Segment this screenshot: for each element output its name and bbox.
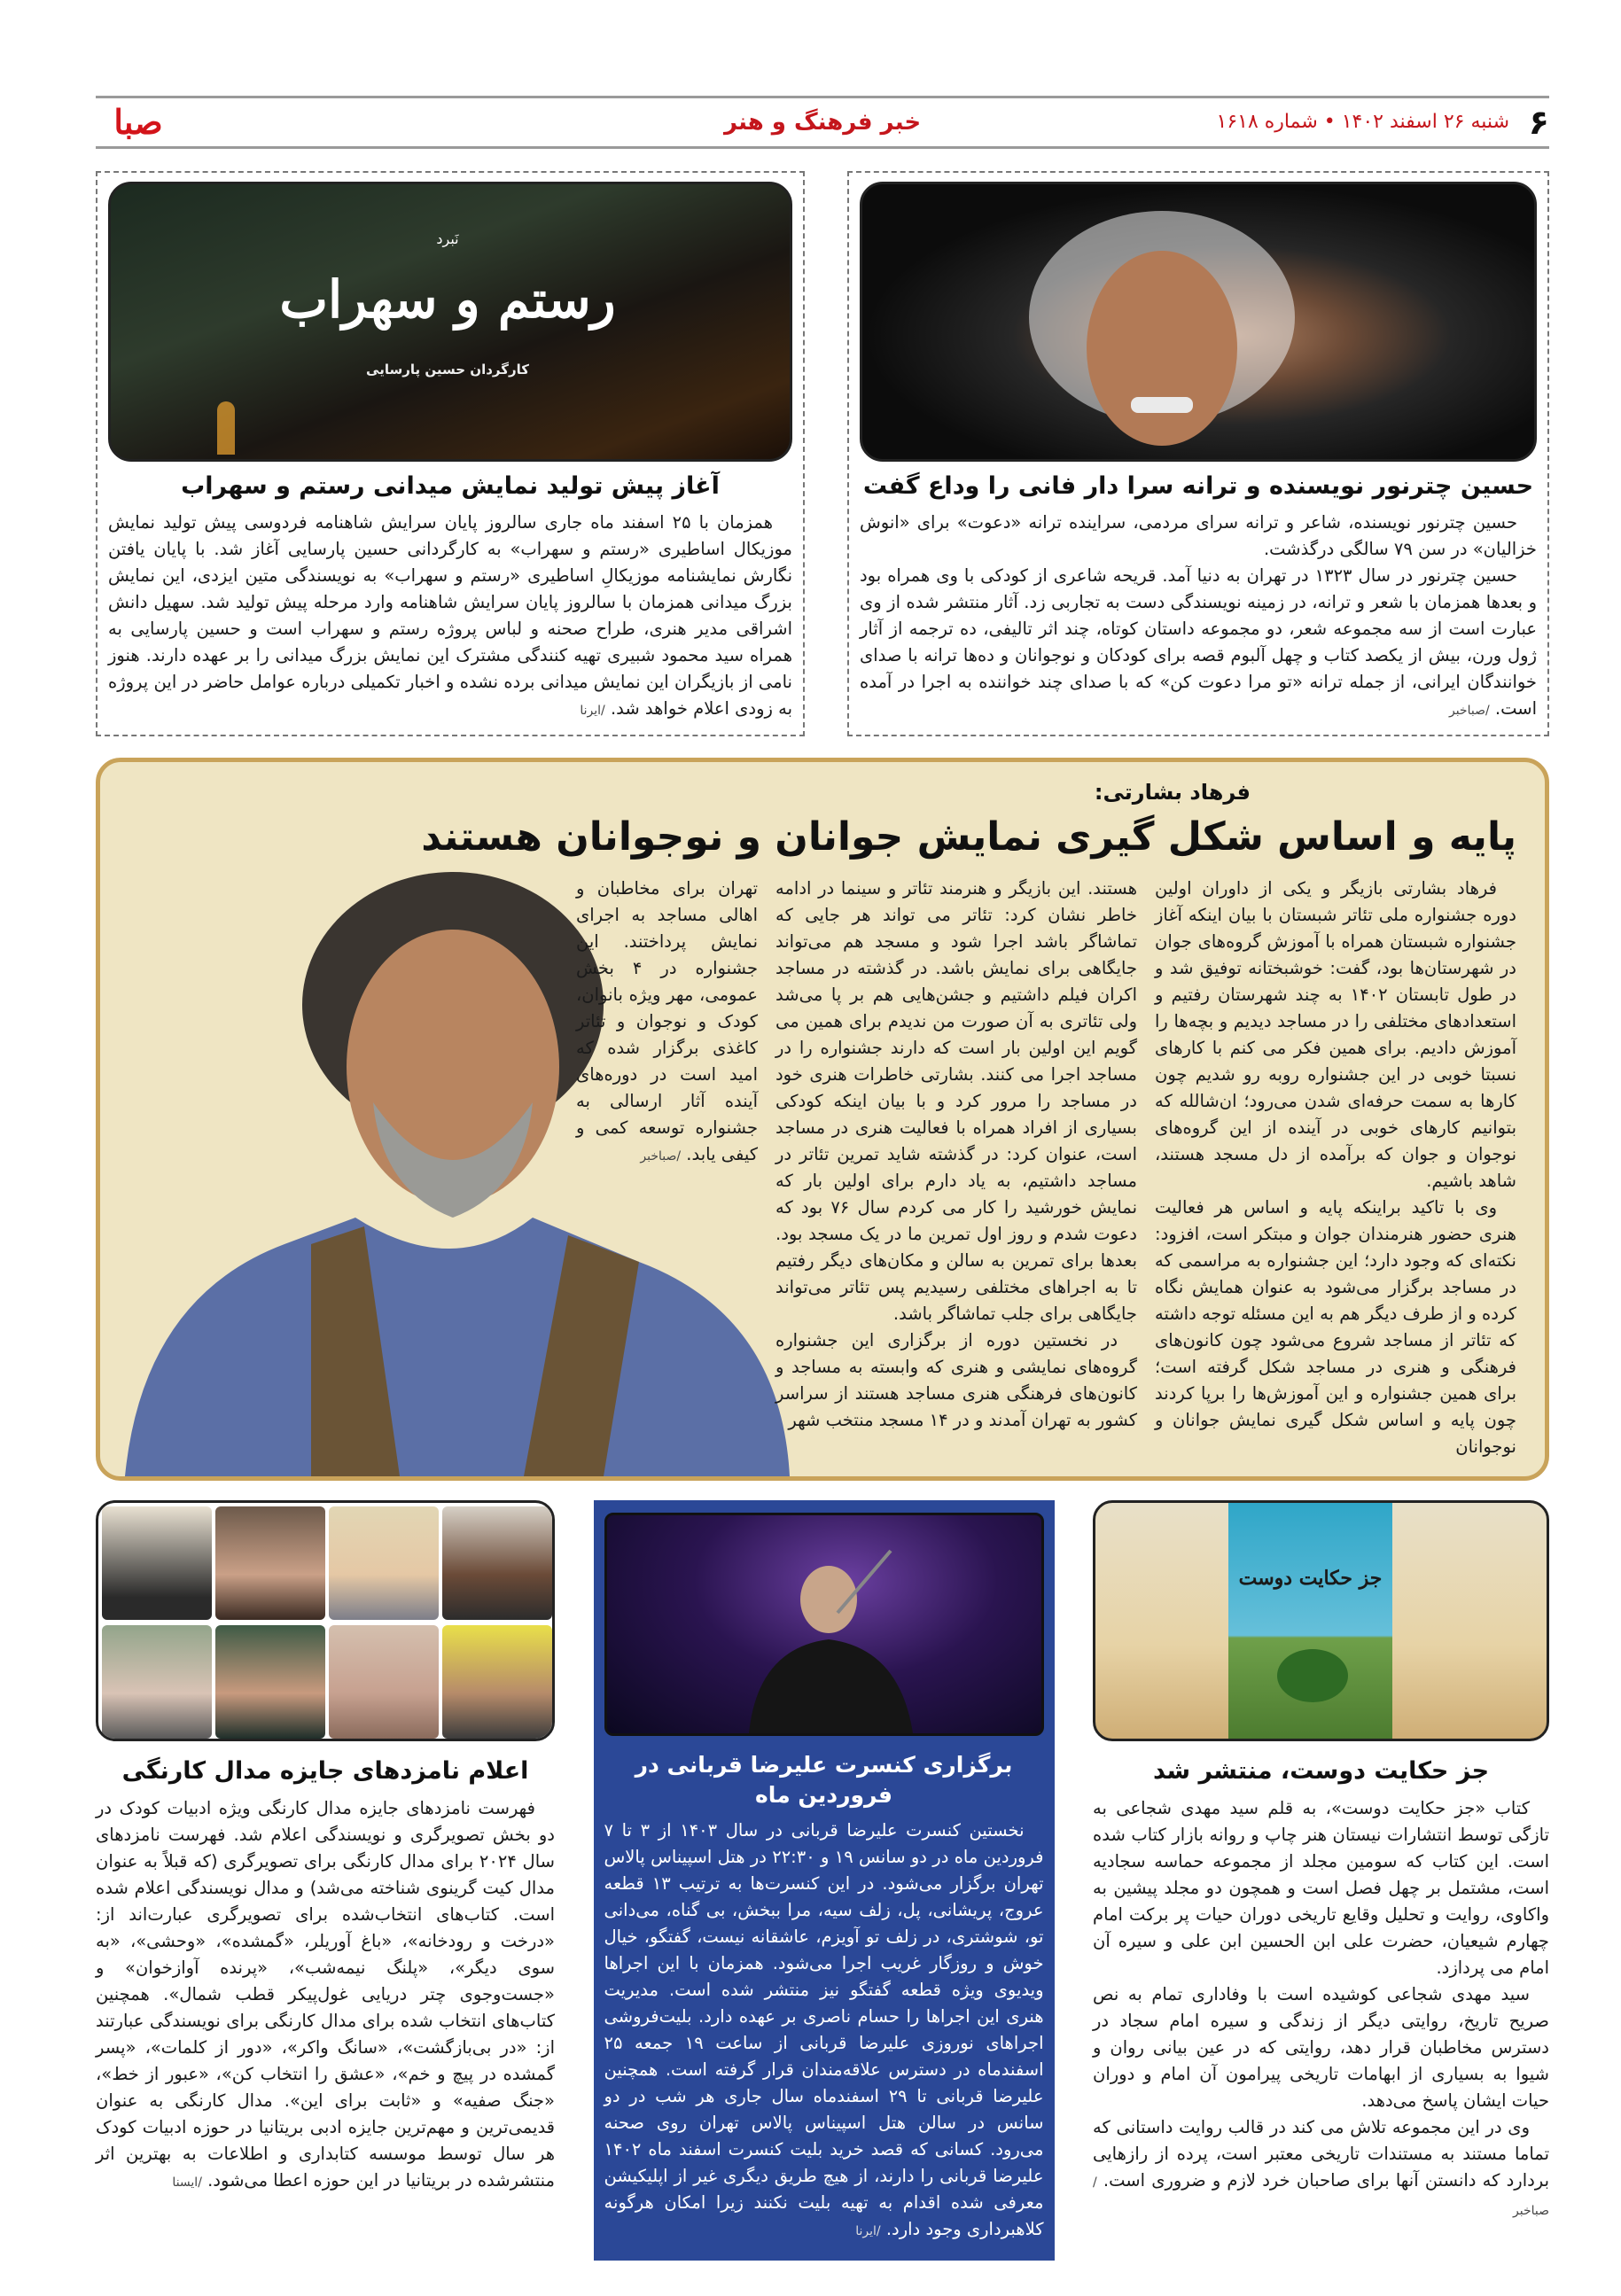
paragraph: وی در این مجموعه تلاش می کند در قالب روایت داستانی که تماما مستند به مستندات تاریخی معتبر است، پرده از رازهایی بردارد که دانستن آنها برای صاحبان خرد لازم و ضروری است.: [1093, 2116, 1549, 2191]
source-credit: /صباخبر: [1448, 704, 1490, 719]
book-cover: [1228, 1503, 1392, 1741]
tree-graphic: [1277, 1649, 1348, 1702]
article-box-rostam-sohrab: [96, 171, 805, 736]
paragraph: نخستین کنسرت علیرضا قربانی در سال ۱۴۰۳ از ۳ تا ۷ فروردین ماه در دو سانس ۱۹ و ۲۲:۳۰ در هتل اسپیناس پالاس تهران برگزار می‌شود. در این کنسرت‌ها به ترتیب ۱۳ قطعه عروج، پریشانی، پل، زلف سیه، مرا ببخش، بی گناه، می‌دانی تو، شوشتری، در زلف تو آویزم، عاشقانه نیست، گفتگو، خیال خوش و روزگار غریب اجرا می‌شود. همزمان با این اجراها ویدیوی ویژه قطعه گفتگو نیز منتشر شده است. مدیریت هنری این اجراها را حسام ناصری بر عهده دارد. بلیت‌فروشی اجراهای نوروزی علیرضا قربانی از ساعت ۱۹ جمعه ۲۵ اسفندماه در دسترس علاقه‌مندان قرار گرفته است. همچنین علیرضا قربانی تا ۲۹ اسفندماه سال جاری هر شب در دو سانس در سالن هتل اسپیناس پالاس تهران روی صحنه می‌رود. کسانی که قصد خرید بلیت کنسرت اسفند ماه ۱۴۰۲ علیرضا قربانی را دارند، از هیچ طریق دیگری غیر از اپلیکیشن معرفی شده اقدام به تهیه بلیت نکنند زیرا امکان هرگونه کلاهبرداری وجود دارد.: [604, 1819, 1044, 2239]
nominee-photo: [215, 1506, 325, 1620]
photo-hossein-chatrnour: [860, 182, 1537, 462]
issue-date: شنبه ۲۶ اسفند ۱۴۰۲ • شماره ۱۶۱۸: [1216, 111, 1509, 133]
portrait-illustration: [861, 184, 1534, 462]
paragraph: فرهاد بشارتی بازیگر و یکی از داوران اولین دوره جشنواره ملی تئاتر شبستان با بیان اینکه آغاز جشنواره شبستان همراه با آموزش گروه‌های جوان در شهرستان‌ها بود، گفت: خوشبختانه توفیق شد و در طول تابستان ۱۴۰۲ به چند شهرستان رفتیم و استعدادهای مختلفی را در مساجد دیدیم و بچه‌ها را آموزش دادیم. برای همین فکر می کنم با کارهای نسبتا خوبی در این جشنواره روبه رو شدیم چون کارها به سمت حرفه‌ای شدن می‌رود؛ ان‌شالله که بتوانیم کارهای خوبی در آینده از این گروه‌های نوجوان و جوان که برآمده از دل مسجد هستند، شاهد باشیم.: [1155, 878, 1516, 1192]
paragraph: حسین چترنور نویسنده، شاعر و ترانه سرای مردمی، سراینده ترانه «دعوت» برای «انوش خزالیان» در سن ۷۹ سالگی درگذشت.: [860, 512, 1537, 560]
page-header: [96, 96, 1549, 149]
paragraph: هستند. این بازیگر و هنرمند تئاتر و سینما در ادامه خاطر نشان کرد: تئاتر می تواند هر جایی که تماشاگر باشد اجرا شود و مسجد هم می‌تواند جایگاهی برای نمایش باشد. در گذشته در مساجد اکران فیلم داشتیم و جشن‌هایی هم بر پا می‌شد ولی تئاتری به آن صورت من ندیدم برای همین می گویم این اولین بار است که دارند جشنواره را در مساجد اجرا می کنند. بشارتی خاطرات هنری خود در مساجد را مرور کرد و با بیان اینکه کودکی بسیاری از افراد همراه با فعالیت هنری در مساجد است، عنوان کرد: در گذشته شاید تمرین تئاتر در مساجد داشتیم، به یاد دارم برای اولین بار که نمایش خورشید را کار می کردم سال ۷۶ بود که دعوت شدم و روز اول تمرین ما در یک مسجد بود. بعدها برای تمرین به سالن و مکان‌های دیگر رفتیم تا به اجراهای مختلفی رسیدیم پس تئاتر می‌تواند جایگاهی برای جلب تماشاگر باشد.: [775, 878, 1138, 1325]
section-title: خبر فرهنگ و هنر: [723, 109, 922, 136]
poster-director: کارگردان حسین پارسایی: [366, 362, 529, 377]
poster-rostam-sohrab: [108, 182, 792, 462]
poster-light: [217, 401, 235, 455]
book-article: [1093, 1500, 1549, 2261]
article-body: [860, 510, 1537, 724]
nominee-photo: [102, 1506, 212, 1620]
paragraph: فهرست نامزدهای جایزه مدال کارنگی ویژه ادبیات کودک در دو بخش تصویرگری و نویسندگی اعلام شد. فهرست نامزدهای سال ۲۰۲۴ برای مدال کارنگی برای تصویرگری (که قبلاً به عنوان مدال کیت گرینوی شناخته می‌شد) و مدال نویسندگی اعلام شده است. کتاب‌های انتخاب‌شده برای تصویرگری عبارت‌اند از: «درخت و رودخانه»، «باغ آوریلر، «گمشده»، «وحشی»، «به سوی دیگر»، «پلنگ نیمه‌شب»، «پرنده آوازخوان» و «جست‌وجوی چتر دریایی غول‌پیکر قطب شمال». همچنین کتاب‌های انتخاب شده برای مدال کارنگی برای نویسندگی عبارتند از: «در بی‌بازگشت»، «سانگ واکر»، «دور از کلمات»، «پسر گمشده در پیچ و خم»، «عشق را انتخاب کن»، «عبور از خط»، «جنگ صفیه» و «ثابت برای این». مدال کارنگی به عنوان قدیمی‌ترین و مهم‌ترین جایزه ادبی بریتانیا در حوزه ادبیات کودک هر سال توسط موسسه کتابداری و اطلاعات به بهترین اثر منتشرشده در بریتانیا در این حوزه اعطا می‌شود.: [96, 1797, 555, 2191]
nominee-photo: [442, 1506, 552, 1620]
feature-interview-box: [96, 758, 1549, 1481]
photo-book-cover: [1093, 1500, 1549, 1741]
article-title: آغاز پیش تولید نمایش میدانی رستم و سهراب: [181, 472, 720, 500]
page-number: ۶: [1528, 103, 1549, 142]
article-title: اعلام نامزدهای جایزه مدال کارنگی: [121, 1757, 529, 1786]
feature-column-1: [1155, 876, 1516, 1460]
top-row: [96, 171, 1549, 736]
singer-illustration: [607, 1515, 1041, 1733]
book-cover-title: جز حکایت دوست: [1238, 1567, 1383, 1591]
article-body: [604, 1817, 1044, 2245]
photo-alireza-ghorbani: [604, 1513, 1044, 1736]
concert-article-box: [594, 1500, 1055, 2261]
nominee-photo: [329, 1625, 439, 1739]
paragraph: همزمان با ۲۵ اسفند ماه جاری سالروز پایان سرایش شاهنامه فردوسی پیش تولید نمایش موزیکال اساطیری «رستم و سهراب» به کارگردانی حسین پارسایی آغاز شد. با پایان یافتن نگارش نمایشنامه موزیکالِ اساطیری «رستم و سهراب» به نویسندگی متین ایزدی، این نمایش بزرگ میدانی همزمان با سالروز پایان سرایش شاهنامه وارد مرحله پیش تولید شد. سهیل دانش اشراقی مدیر هنری، طراح صحنه و لباس پروژه رستم و سهراب است و حسین پارسایی به همراه سید محمود شبیری تهیه کنندگی مشترک این نمایش بزرگ میدانی را بر عهده دارند. هنوز نامی از بازیگران این نمایش میدانی برده نشده و اخبار تکمیلی درباره عوامل حاضر در این پروژه به زودی اعلام خواهد شد.: [108, 512, 792, 720]
source-credit: /صباخبر: [1093, 2175, 1549, 2218]
poster-small-text: نَبرد: [436, 230, 459, 247]
paragraph: تهران برای مخاطبان و اهالی مساجد به اجرای نمایش پرداختند. این جشنواره در ۴ بخش عمومی، مهر ویژه بانوان، کودک و نوجوان و تئاتر کاغذی برگزار شده که امید است در دوره‌های آینده آثار ارسالی به جشنواره توسعه کمی و کیفی یابد.: [576, 878, 758, 1165]
paragraph: سید مهدی شجاعی کوشیده است با وفاداری تمام به نص صریح تاریخ، روایتی دیگر از زندگی و سیره امام سجاد در دسترس مخاطبان قرار دهد، روایتی که در عین بیانی روان و شیوا به بسیاری از ابهامات تاریخی پیرامون آن امام و دوران حیات ایشان پاسخ می‌دهد.: [1093, 1983, 1549, 2111]
article-title: حسین چترنور نویسنده و ترانه سرا دار فانی را وداع گفت: [862, 472, 1534, 500]
feature-column-3: [576, 876, 758, 1460]
nominee-photo: [442, 1625, 552, 1739]
feature-column-2: [775, 876, 1137, 1460]
article-box-chatrnour: [847, 171, 1549, 736]
bottom-row: [96, 1500, 1549, 2261]
carnegie-article: [96, 1500, 555, 2261]
source-credit: /ایسنا: [172, 2175, 202, 2190]
feature-columns: [109, 876, 1516, 1460]
article-body: [108, 510, 792, 724]
nominee-photo: [215, 1625, 325, 1739]
photo-carnegie-nominees: [96, 1500, 555, 1741]
source-credit: /ایرنا: [855, 2223, 881, 2238]
paragraph: وی با تاکید براینکه پایه و اساس هر فعالیت هنری حضور هنرمندان جوان و مبتکر است، افزود: نکته‌ای که وجود دارد؛ این جشنواره به مراسمی که در مساجد برگزار می‌شود به عنوان همایش نگاه کرده و از طرف دیگر هم به این مسئله توجه داشته که تئاتر از مساجد شروع می‌شود چون کانون‌های فرهنگی و هنری در مساجد شکل گرفته است؛ برای همین جشنواره و این آموزش‌ها را برپا کردند چون پایه و اساس شکل گیری نمایش جوانان و نوجوانان: [1155, 1197, 1516, 1458]
source-credit: /ایرنا: [580, 704, 605, 719]
article-body: [1093, 1795, 1549, 2224]
nominee-photo: [329, 1506, 439, 1620]
poster-title: رستم و سهراب: [279, 269, 616, 330]
nominee-photo: [102, 1625, 212, 1739]
source-credit: /صباخبر: [640, 1149, 682, 1164]
paragraph: در نخستین دوره از برگزاری این جشنواره گروه‌های نمایشی و هنری که وابسته به مساجد و کانون‌های فرهنگی هنری مساجد هستند از سراسر کشور به تهران آمدند و در ۱۴ مسجد منتخب شهر: [775, 1330, 1137, 1431]
paragraph: کتاب «جز حکایت دوست»، به قلم سید مهدی شجاعی به تازگی توسط انتشارات نیستان هنر چاپ و روانه بازار کتاب شده است. این کتاب که سومین مجلد از مجموعه حماسه سجادیه است، مشتمل بر چهل فصل است و همچون دو مجلد پیشین به واکاوی، روایت و تحلیل وقایع تاریخی دوران حیات پر برکت امام چهارم شیعیان، حضرت علی ابن الحسین ابن علی و سیره آن امام می پردازد.: [1093, 1797, 1549, 1978]
paragraph: حسین چترنور در سال ۱۳۲۳ در تهران به دنیا آمد. قریحه شاعری از کودکی با وی همراه بود و بعدها همزمان با شعر و ترانه، در زمینه نویسندگی دست به تجاربی زد. آثار منتشر شده از وی عبارت است از سه مجموعه شعر، دو مجموعه داستان کوتاه، چند اثر تالیفی، ده ترجمه از آثار ژول ورن، بیش از یکصد کتاب و چهل آلبوم قصه برای کودکان و نوجوانان و ده‌ها ترانه با صدای خوانندگان ایرانی، از جمله ترانه «تو مرا دعوت کن» که با صدای چند خواننده به اجرا در آمده است.: [860, 565, 1537, 720]
feature-title: پایه و اساس شکل گیری نمایش جوانان و نوجوانان هستند: [421, 813, 1516, 860]
newspaper-logo[interactable]: صبا: [113, 102, 163, 142]
article-title: برگزاری کنسرت علیرضا قربانی در فروردین ماه: [635, 1752, 1013, 1808]
article-body: [96, 1795, 555, 2196]
feature-kicker: فرهاد بشارتی:: [1094, 780, 1251, 806]
article-title: جز حکایت دوست، منتشر شد: [1152, 1757, 1490, 1786]
